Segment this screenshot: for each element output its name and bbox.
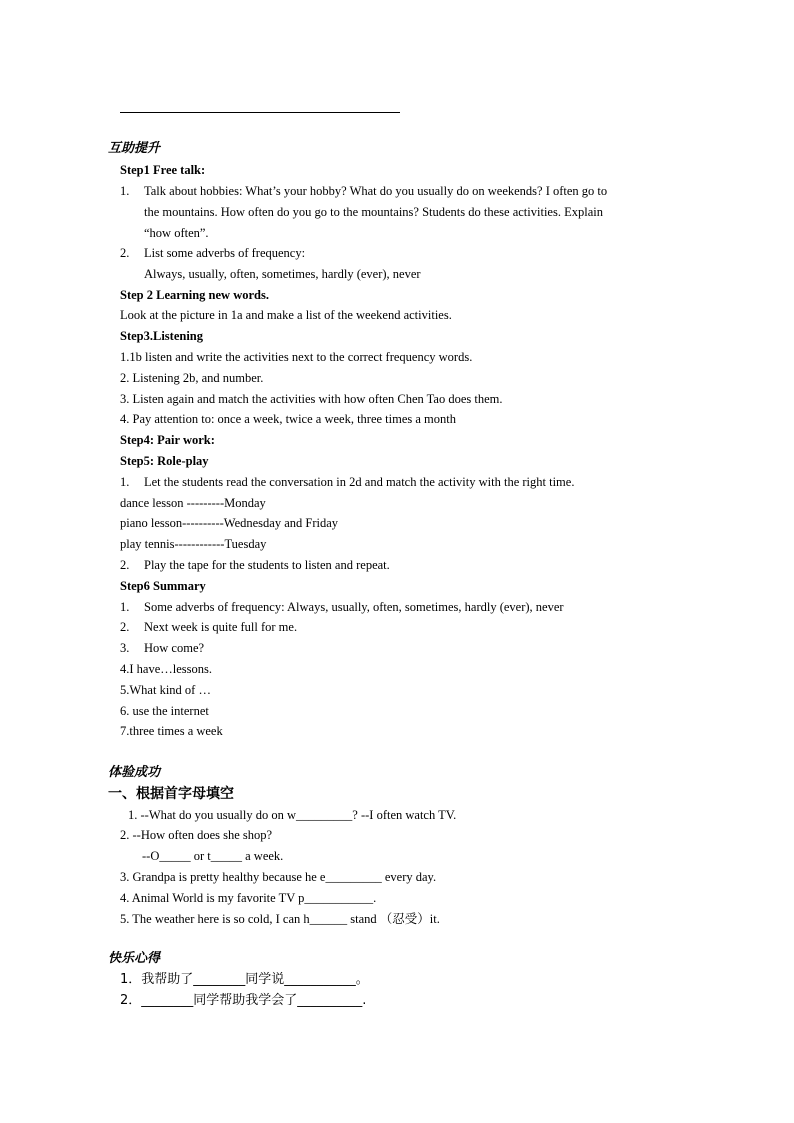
summary-item2-num: 2.: [120, 620, 130, 634]
fill-in-heading: 一、根据首字母填空: [108, 786, 234, 802]
step1-item1-num: 1.: [120, 184, 130, 198]
summary-item1: [120, 599, 564, 615]
fill-q1: 1. --What do you usually do on w_________? --I often watch TV.: [128, 808, 457, 822]
summary-item2: [120, 619, 297, 635]
step2-title: Step 2 Learning new words.: [120, 288, 269, 302]
summary-item3-text: How come?: [144, 641, 205, 655]
fill-q2-answer: --O_____ or t_____ a week.: [142, 849, 284, 863]
step5-item1-num: 1.: [120, 475, 130, 489]
fill-q5: 5. The weather here is so cold, I can h______ stand （忍受）it.: [120, 912, 440, 926]
step5-item1-text: Let the students read the conversation in 2d and match the activity with the right time.: [144, 475, 575, 489]
step1-title: Step1 Free talk:: [120, 163, 206, 177]
summary-item5: 5.What kind of …: [120, 683, 211, 697]
step1-item1-line2: the mountains. How often do you go to the mountains? Students do these activities. Explain: [144, 205, 603, 219]
section-title-mutual-help: 互助提升: [108, 141, 161, 156]
schedule-dance: dance lesson ---------Monday: [120, 496, 266, 510]
step1-item2-line1: [120, 245, 305, 261]
summary-item3: [120, 640, 204, 656]
step4-title: Step4: Pair work:: [120, 433, 215, 447]
step2-text: Look at the picture in 1a and make a list of the weekend activities.: [120, 308, 452, 322]
reflection-line2: 2．________同学帮助我学会了__________.: [120, 993, 367, 1008]
step1-item2-text: List some adverbs of frequency:: [144, 246, 306, 260]
summary-item1-num: 1.: [120, 600, 130, 614]
section-title-experience-success: 体验成功: [108, 765, 161, 780]
step1-item2-line2: Always, usually, often, sometimes, hardly (ever), never: [144, 267, 421, 281]
summary-item7: 7.three times a week: [120, 724, 223, 738]
section-title-happy-gains: 快乐心得: [108, 951, 161, 966]
fill-q3: 3. Grandpa is pretty healthy because he e_________ every day.: [120, 870, 437, 884]
step1-item2-num: 2.: [120, 246, 130, 260]
step1-item1-text: Talk about hobbies: What’s your hobby? What do you usually do on weekends? I often go to: [144, 184, 608, 198]
step3-line1: 1.1b listen and write the activities next to the correct frequency words.: [120, 350, 473, 364]
step5-item2-text: Play the tape for the students to listen and repeat.: [144, 558, 390, 572]
step5-item1: [120, 474, 574, 490]
step3-line2: 2. Listening 2b, and number.: [120, 371, 264, 385]
schedule-tennis: play tennis------------Tuesday: [120, 537, 267, 551]
step3-line4: 4. Pay attention to: once a week, twice a week, three times a month: [120, 412, 456, 426]
fill-q4: 4. Animal World is my favorite TV p___________.: [120, 891, 377, 905]
summary-item2-text: Next week is quite full for me.: [144, 620, 298, 634]
step6-title: Step6 Summary: [120, 579, 206, 593]
schedule-piano: piano lesson----------Wednesday and Friday: [120, 516, 339, 530]
step1-item1-line1: [120, 183, 607, 199]
summary-item6: 6. use the internet: [120, 704, 209, 718]
step1-item1-line3: “how often”.: [144, 226, 209, 240]
summary-item3-num: 3.: [120, 641, 130, 655]
step5-title: Step5: Role-play: [120, 454, 209, 468]
summary-item1-text: Some adverbs of frequency: Always, usually, often, sometimes, hardly (ever), never: [144, 600, 564, 614]
summary-item4: 4.I have…lessons.: [120, 662, 212, 676]
step5-item2: [120, 557, 390, 573]
top-rule: [120, 112, 400, 113]
fill-q2: 2. --How often does she shop?: [120, 828, 273, 842]
step3-title: Step3.Listening: [120, 329, 204, 343]
step3-line3: 3. Listen again and match the activities with how often Chen Tao does them.: [120, 392, 503, 406]
reflection-line1: 1．我帮助了________同学说___________。: [120, 972, 369, 987]
step5-item2-num: 2.: [120, 558, 130, 572]
